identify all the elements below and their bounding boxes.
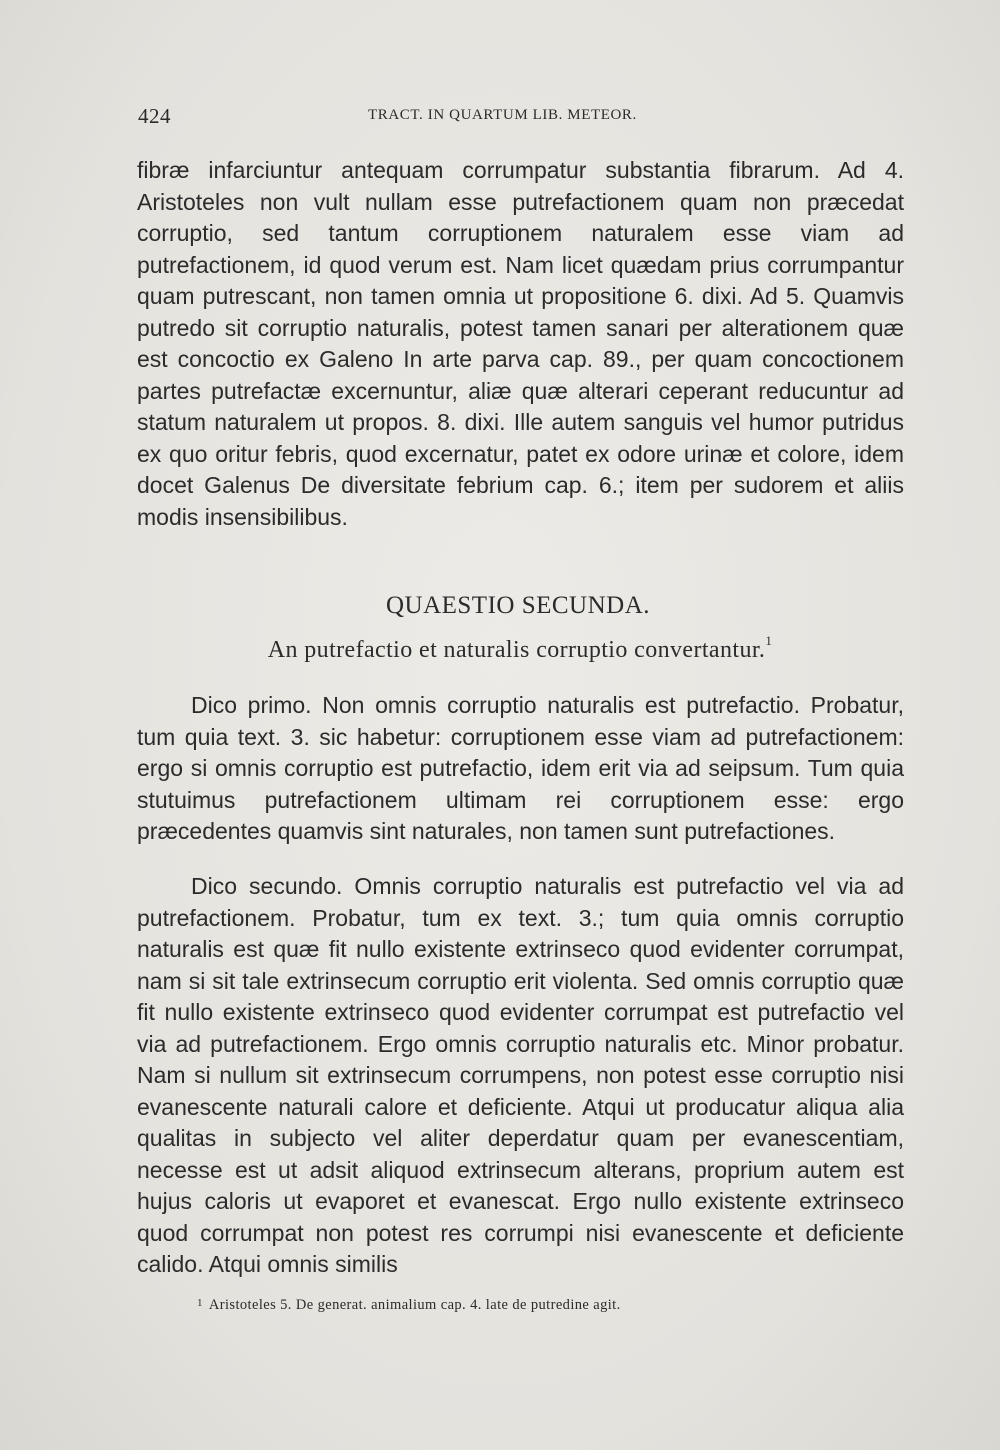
section-subheading: [20, 633, 1000, 664]
paragraph-dico-primo: Dico primo. Non omnis corruptio naturalis est putrefactio. Probatur, tum quia text. 3. sic habetur: corruptionem esse viam ad putrefactionem: ergo si omnis corruptio est putrefactio, idem erit via ad seipsum. Tum quia stutuimus putrefactionem ultimam rei corruptionem esse: ergo præcedentes quamvis sint naturales, non tamen sunt putrefactiones.: [137, 692, 904, 844]
paragraph-continuation: fibræ infarciuntur antequam corrumpatur substantia fibrarum. Ad 4. Aristoteles non vult nullam esse putrefactionem quam non præcedat corruptio, sed tantum corruptionem naturalem esse viam ad putrefactionem, id quod verum est. Nam licet quædam prius corrumpantur quam putrescant, non tamen omnia ut propositione 6. dixi. Ad 5. Quamvis putredo sit corruptio naturalis, potest tamen sanari per alterationem quæ est concoctio ex Galeno In arte parva cap. 89., per quam concoctionem partes putrefactæ excernuntur, aliæ quæ alterari ceperant reducuntur ad statum naturalem ut propos. 8. dixi. Ille autem sanguis vel humor putridus ex quo oritur febris, quod excernatur, patet ex odore urinæ et colore, idem docet Galenus De diversitate febrium cap. 6.; item per sudorem et aliis modis insensibilibus.: [137, 157, 904, 530]
paragraph-dico-secundo: Dico secundo. Omnis corruptio naturalis est putrefactio vel via ad putrefactionem. Probatur, tum ex text. 3.; tum quia omnis corruptio naturalis est quæ fit nullo existente extrinseco quod evidenter corrumpat, nam si sit tale extrinsecum corruptio erit violenta. Sed omnis corruptio quæ fit nullo existente extrinseco quod evidenter corrumpat est putrefactio vel via ad putrefactionem. Ergo omnis corruptio naturalis etc. Minor probatur. Nam si nullum sit extrinsecum corrumpens, non potest esse corruptio nisi evanescente naturali calore et deficiente. Atqui ut producatur aliqua alia qualitas in subjecto vel aliter deperdatur quam per evanescentiam, necesse est ut adsit aliquod extrinsecum alterans, proprium autem est hujus caloris ut evaporet et evanescat. Ergo nullo existente extrinseco quod corrumpat non potest res corrumpi nisi evanescente et deficiente calido. Atqui omnis similis: [137, 873, 904, 1277]
page-number: 424: [138, 104, 171, 128]
footnote-text: Aristoteles 5. De generat. animalium cap. 4. late de putredine agit.: [208, 1297, 621, 1313]
footnote-reference: 1: [765, 633, 773, 648]
running-head: [0, 104, 1000, 136]
running-title: TRACT. IN QUARTUM LIB. METEOR.: [368, 107, 637, 123]
section-heading: QUAESTIO SECUNDA.: [385, 592, 651, 619]
subheading-text: An putrefactio et naturalis corruptio convertantur.: [267, 637, 766, 663]
footnote: [197, 1297, 621, 1314]
footnote-mark: 1: [197, 1297, 203, 1309]
